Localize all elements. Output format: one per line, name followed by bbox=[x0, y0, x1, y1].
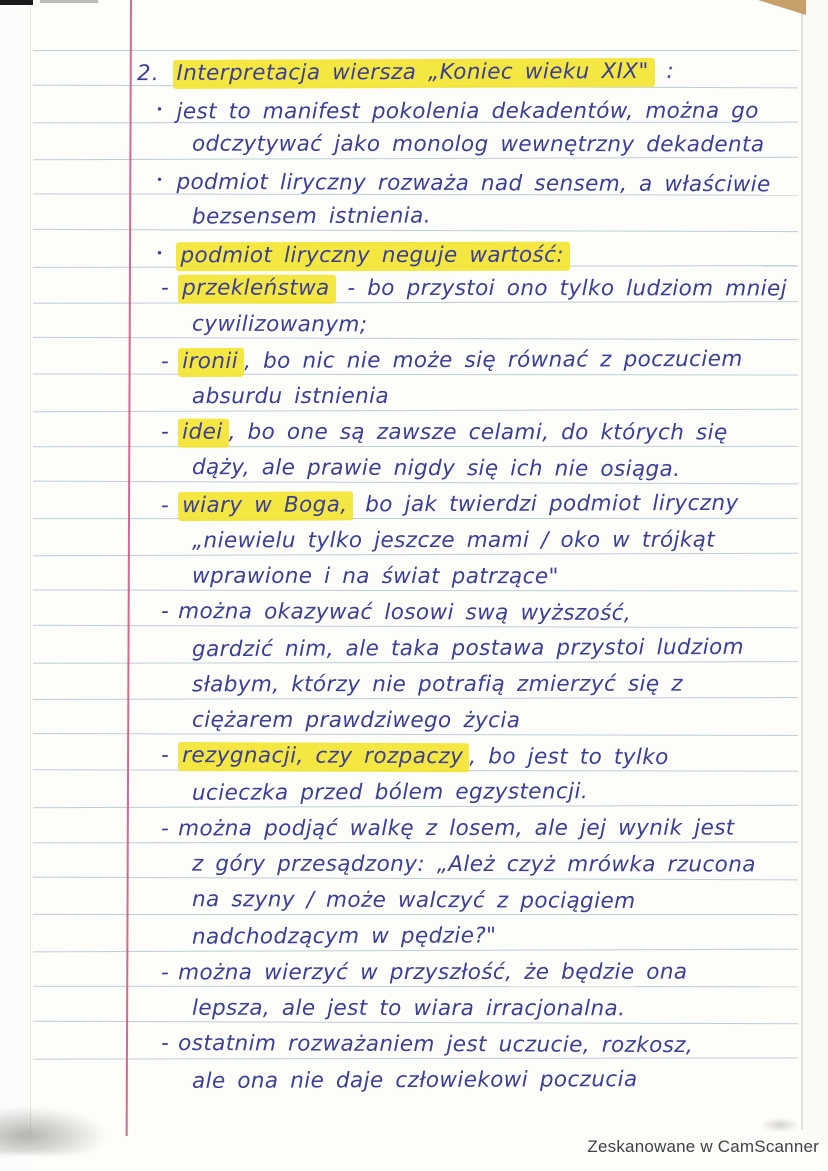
highlighted-text: rezygnacji, czy rozpaczy bbox=[178, 742, 469, 772]
red-margin-line bbox=[126, 0, 132, 1136]
handwritten-line bbox=[161, 489, 739, 525]
scan-artifact-top-left-bar bbox=[0, 0, 33, 5]
line-marker: - bbox=[160, 419, 170, 445]
line-marker: 2. bbox=[136, 61, 160, 87]
ink-text: ale ona nie daje człowiekowi poczucia bbox=[191, 1067, 638, 1094]
paper-right-margin-strip bbox=[803, 0, 828, 1145]
ink-text: „niewielu tylko jeszcze mami / oko w trójkąt bbox=[191, 527, 716, 554]
line-marker: - bbox=[160, 349, 170, 375]
handwritten-line bbox=[192, 1065, 638, 1101]
ruled-line bbox=[33, 409, 798, 413]
ink-text: odczytywać jako monolog wewnętrzny dekadenta bbox=[191, 131, 765, 158]
handwritten-line bbox=[192, 706, 520, 740]
ink-text: wprawione i na świat patrzące" bbox=[191, 563, 559, 590]
handwritten-line bbox=[161, 1029, 693, 1065]
handwritten-line bbox=[192, 921, 497, 956]
handwritten-line bbox=[156, 165, 771, 202]
handwritten-line bbox=[137, 57, 674, 93]
ink-text: jest to manifest pokolenia dekadentów, można go bbox=[176, 98, 759, 125]
paper-right-edge bbox=[801, 0, 803, 1130]
handwritten-line bbox=[192, 382, 389, 416]
ink-text: cywilizowanym; bbox=[191, 311, 368, 338]
highlighted-text: podmiot liryczny neguje wartość: bbox=[176, 242, 570, 272]
handwritten-line bbox=[192, 994, 625, 1029]
ink-text: z góry przesądzony: „Ależ czyż mrówka rzucona bbox=[191, 851, 756, 878]
line-marker: - bbox=[160, 816, 170, 842]
handwritten-line bbox=[192, 562, 559, 597]
ink-text: słabym, którzy nie potrafią zmierzyć się z bbox=[191, 671, 683, 698]
ink-text: gardzić nim, ale taka postawa przystoi ludziom bbox=[191, 634, 745, 663]
highlighted-text: ironii bbox=[178, 348, 244, 377]
ink-text: absurdu istnienia bbox=[191, 383, 390, 410]
line-marker: - bbox=[160, 599, 170, 625]
handwritten-line bbox=[161, 814, 735, 849]
scan-artifact-corner-triangle bbox=[758, 0, 806, 15]
handwritten-line bbox=[192, 526, 715, 561]
handwritten-line bbox=[161, 958, 688, 993]
ink-text: dąży, ale prawie nigdy się ich nie osiąga. bbox=[191, 454, 681, 483]
line-marker: • bbox=[155, 102, 164, 117]
ink-text: , bo nic nie może się równać z poczuciem bbox=[244, 346, 743, 374]
ink-text: ciężarem prawdziwego życia bbox=[191, 707, 521, 734]
ruled-line bbox=[33, 337, 798, 341]
ink-text: można okazywać losowi swą wyższość, bbox=[178, 599, 632, 626]
handwritten-line bbox=[192, 670, 683, 705]
handwritten-line bbox=[156, 238, 570, 273]
handwritten-line bbox=[192, 201, 431, 236]
ruled-line bbox=[33, 50, 798, 51]
handwritten-line bbox=[161, 418, 728, 453]
ink-text: bezsensem istnienia. bbox=[191, 203, 432, 230]
handwritten-line bbox=[161, 345, 743, 381]
handwritten-line bbox=[161, 741, 669, 777]
ink-text: podmiot liryczny rozważa nad sensem, a właściwie bbox=[176, 169, 771, 198]
line-marker: - bbox=[160, 742, 170, 768]
line-marker: - bbox=[160, 275, 170, 301]
highlighted-text: idei bbox=[178, 419, 228, 448]
highlighted-text: wiary w Boga, bbox=[178, 491, 353, 521]
ink-text: : bbox=[654, 58, 675, 84]
ink-text: można wierzyć w przyszłość, że będzie ona bbox=[178, 959, 688, 986]
ink-text: nadchodzącym w pędzie?" bbox=[191, 923, 497, 950]
scan-shadow-bottom-right bbox=[762, 1118, 798, 1132]
ink-text: - bo przystoi ono tylko ludziom mniej bbox=[335, 275, 788, 302]
handwritten-line bbox=[192, 130, 765, 165]
highlighted-text: Interpretacja wiersza „Koniec wieku XIX" bbox=[172, 58, 654, 89]
scan-shadow-bottom-left bbox=[0, 1106, 108, 1154]
handwritten-line bbox=[192, 310, 368, 345]
line-marker: • bbox=[155, 246, 164, 261]
highlighted-text: przekleństwa bbox=[178, 275, 336, 304]
ink-text: , bo one są zawsze celami, do których się bbox=[228, 419, 728, 446]
paper-left-edge bbox=[30, 4, 31, 1134]
ink-text: lepsza, ale jest to wiara irracjonalna. bbox=[191, 995, 626, 1022]
scan-artifact-top-left-mark bbox=[40, 0, 98, 3]
handwritten-line bbox=[192, 633, 744, 669]
camscanner-watermark: Zeskanowane w CamScanner bbox=[587, 1137, 819, 1156]
line-marker: - bbox=[160, 960, 170, 986]
line-marker: • bbox=[155, 172, 164, 187]
ink-text: ucieczka przed bólem egzystencji. bbox=[191, 779, 589, 806]
ink-text: można podjąć walkę z losem, ale jej wynik jest bbox=[178, 815, 735, 842]
paper-left-margin-strip bbox=[0, 0, 30, 1171]
ink-text: na szyny / może walczyć z pociągiem bbox=[191, 887, 636, 914]
handwritten-line bbox=[192, 453, 681, 489]
handwritten-line bbox=[192, 885, 636, 921]
ink-text: ostatnim rozważaniem jest uczucie, rozkosz, bbox=[178, 1030, 694, 1059]
ink-text: , bo jest to tylko bbox=[469, 744, 669, 771]
line-marker: - bbox=[160, 493, 170, 519]
handwritten-line bbox=[156, 94, 759, 129]
handwritten-line bbox=[161, 597, 631, 633]
handwritten-line bbox=[192, 850, 756, 885]
ink-text: bo jak twierdzi podmiot liryczny bbox=[353, 490, 739, 518]
line-marker: - bbox=[160, 1030, 170, 1056]
handwritten-line bbox=[192, 777, 588, 813]
handwritten-line bbox=[161, 274, 787, 309]
